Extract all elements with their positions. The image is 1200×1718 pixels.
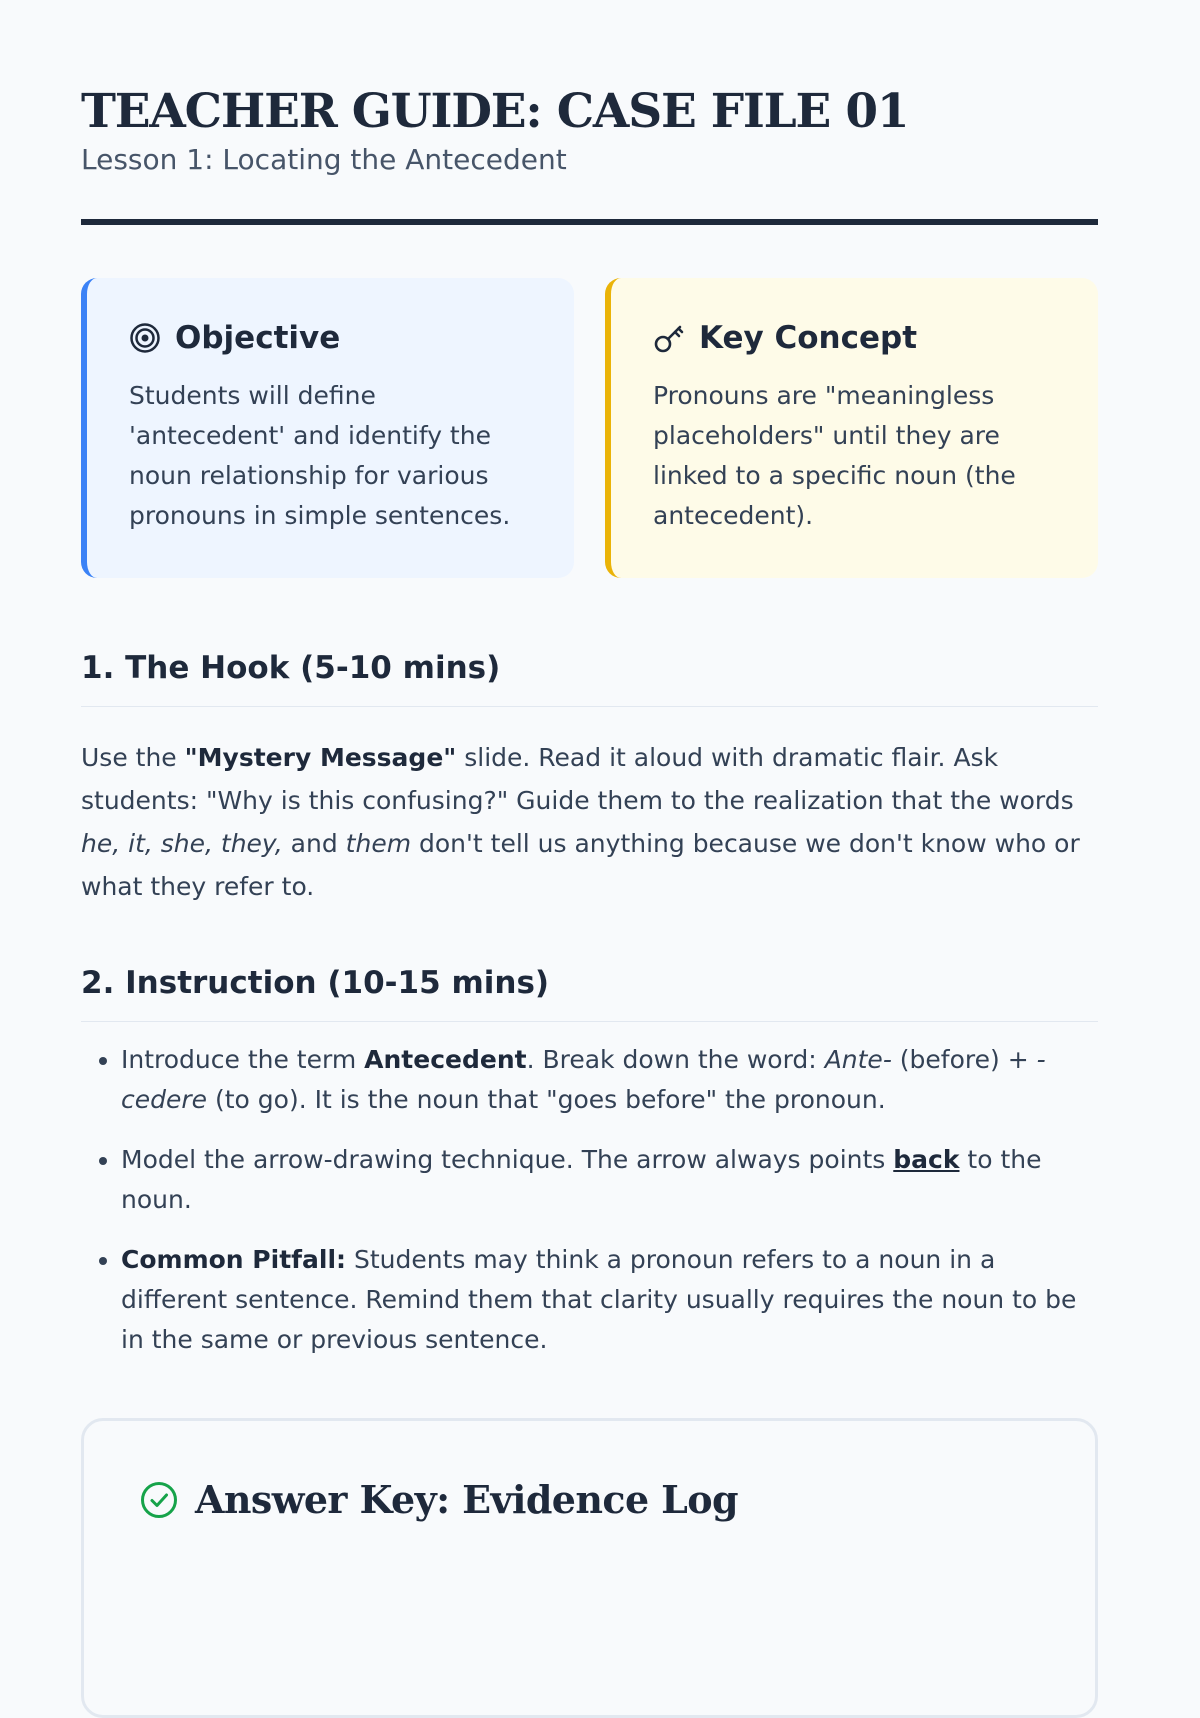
key-icon: [653, 322, 685, 354]
objective-card-header: [129, 320, 534, 356]
check-circle-icon: [139, 1480, 179, 1520]
objective-title: Objective: [175, 320, 341, 356]
hook-text-3: and: [282, 829, 346, 858]
header-divider: [81, 219, 1098, 225]
list-item: [121, 1140, 1098, 1220]
item2-text-1: Model the arrow-drawing technique. The arrow always points: [121, 1145, 894, 1174]
page-title: TEACHER GUIDE: CASE FILE 01: [81, 84, 909, 139]
target-icon: [129, 322, 161, 354]
pronoun-them: them: [345, 829, 412, 858]
cedere-root: -cedere: [121, 1045, 1046, 1114]
key-concept-text: Pronouns are "meaningless placeholders" until they are linked to a specific noun (the antecedent).: [653, 381, 1016, 530]
instruction-heading: 2. Instruction (10-15 mins): [81, 963, 1098, 1022]
hook-heading: 1. The Hook (5-10 mins): [81, 648, 1098, 707]
key-concept-title: Key Concept: [699, 320, 918, 356]
answer-key-header: [139, 1477, 1095, 1522]
summary-cards: [81, 278, 1098, 578]
list-item: [121, 1040, 1098, 1120]
hook-text-4: don't tell us anything because we don't know who or what they refer to.: [81, 829, 1080, 901]
mystery-message-term: "Mystery Message": [184, 743, 457, 772]
hook-paragraph: [81, 736, 1098, 908]
objective-card: [81, 278, 574, 578]
list-item: [121, 1240, 1098, 1360]
instruction-list: [81, 1040, 1098, 1360]
back-emphasis: back: [893, 1145, 960, 1174]
hook-text-2: slide. Read it aloud with dramatic flair. Ask students: "Why is this confusing?" Guide them to the realization that the words: [81, 743, 1074, 815]
item1-text-1: Introduce the term: [121, 1045, 365, 1074]
item1-text-3: (before) +: [891, 1045, 1037, 1074]
item1-text-2: . Break down the word:: [526, 1045, 825, 1074]
key-concept-card: [605, 278, 1098, 578]
objective-text: Students will define 'antecedent' and identify the noun relationship for various pronouns in simple sentences.: [129, 381, 511, 530]
answer-key-title: Answer Key: Evidence Log: [195, 1477, 738, 1522]
page-subtitle: Lesson 1: Locating the Antecedent: [81, 143, 567, 176]
ante-prefix: Ante-: [824, 1045, 892, 1074]
answer-key-panel: [81, 1418, 1098, 1718]
item1-text-4: (to go). It is the noun that "goes before" the pronoun.: [207, 1085, 886, 1114]
key-concept-card-header: [653, 320, 1058, 356]
item2-text-2: to the noun.: [121, 1145, 1042, 1214]
pronoun-list: he, it, she, they,: [81, 829, 283, 858]
common-pitfall-label: Common Pitfall:: [121, 1245, 347, 1274]
antecedent-term: Antecedent: [364, 1045, 527, 1074]
hook-text-1: Use the: [81, 743, 185, 772]
item3-text-1: Students may think a pronoun refers to a noun in a different sentence. Remind them that clarity usually requires the noun to be in the same or previous sentence.: [121, 1245, 1077, 1354]
